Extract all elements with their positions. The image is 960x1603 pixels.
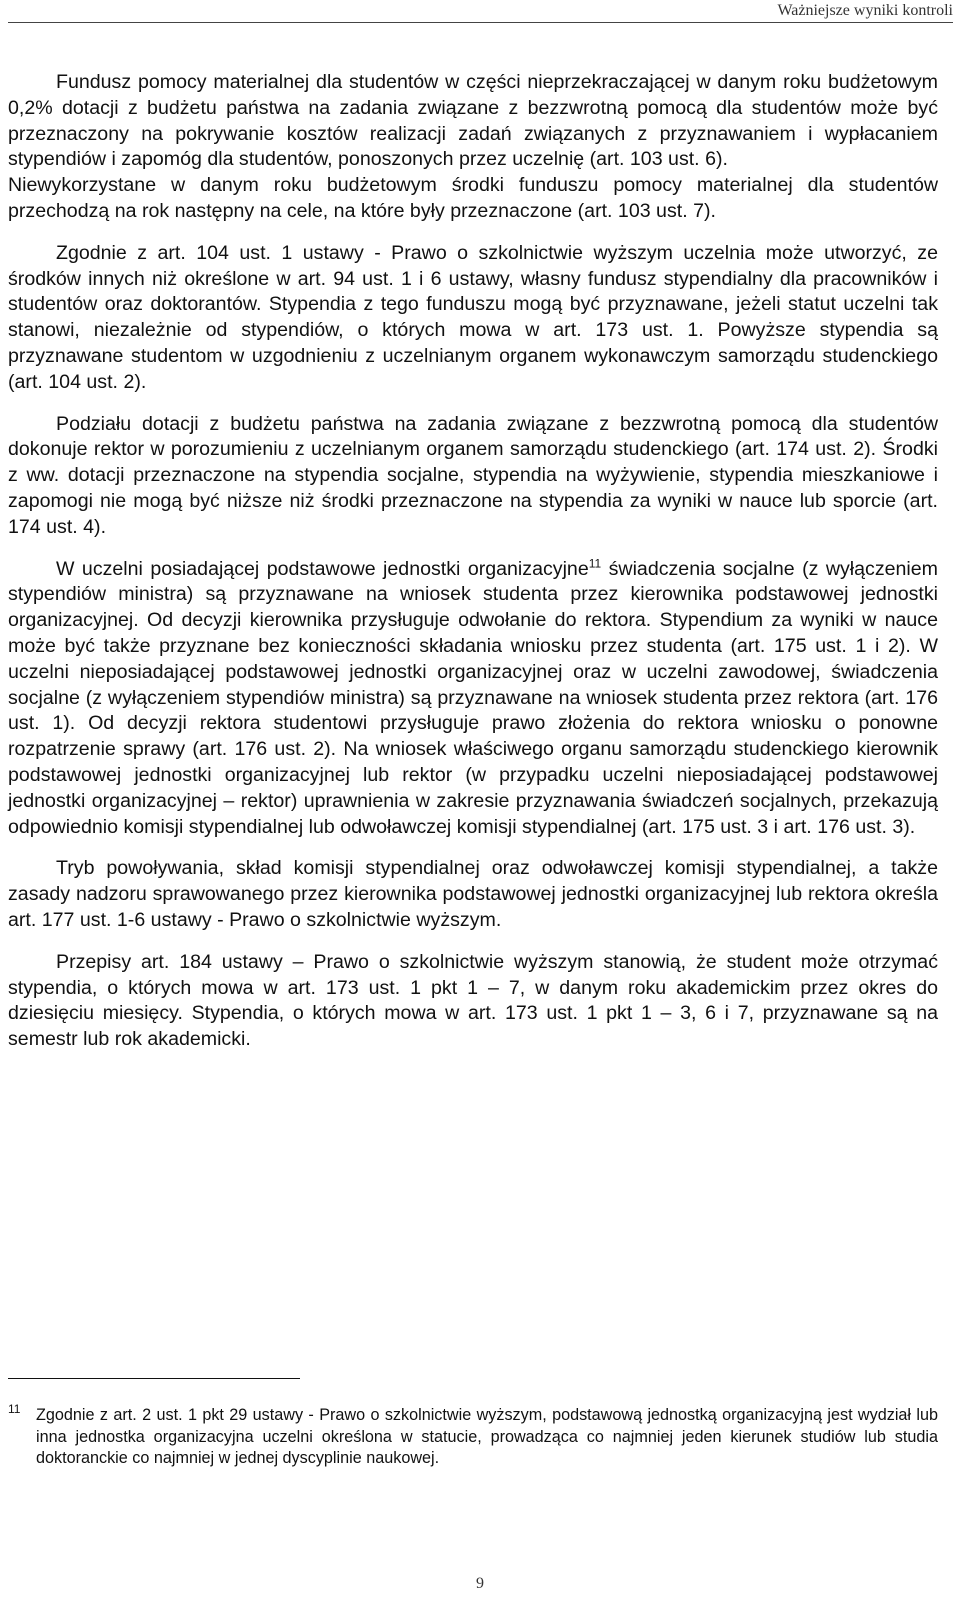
paragraph: Przepisy art. 184 ustawy – Prawo o szkolnictwie wyższym stanowią, że student może otrzymać stypendia, o których mowa w art. 173 ust. 1 pkt 1 – 7, w danym roku akademickim przez okres do dziesięciu miesięcy. Stypendia, o których mowa w art. 173 ust. 1 pkt 1 – 3, 6 i 7, przyznawane są na semestr lub rok akademicki.	[8, 950, 938, 1051]
footnote	[8, 1402, 938, 1470]
paragraph: Tryb powoływania, skład komisji stypendialnej oraz odwoławczej komisji stypendialnej, a także zasady nadzoru sprawowanego przez kierownika podstawowej jednostki organizacyjnej lub rektora określa art. 177 ust. 1-6 ustawy - Prawo o szkolnictwie wyższym.	[8, 857, 938, 931]
paragraph-text-rest: świadczenia socjalne (z wyłączeniem stypendiów ministra) są przyznawane na wniosek studenta przez kierownika podstawowej jednostki organizacyjnej. Od decyzji kierownika przysługuje odwołanie do rektora. Stypendium za wyniki w nauce może być także przyznane bez konieczności składania wniosku przez studenta (art. 175 ust. 1 i 2). W uczelni nieposiadającej podstawowej jednostki organizacyjnej oraz w uczelni zawodowej, świadczenia socjalne (z wyłączeniem stypendiów ministra) są przyznawane na wniosek studenta przez rektora (art. 176 ust. 1). Od decyzji rektora studentowi przysługuje prawo złożenia do rektora wniosku o ponowne rozpatrzenie sprawy (art. 176 ust. 2). Na wniosek właściwego organu samorządu studenckiego kierownik podstawowej jednostki organizacyjnej lub rektor (w przypadku uczelni nieposiadającej podstawowej jednostki organizacyjnej – rektor) uprawnienia w zakresie przyznawania świadczeń socjalnych, przekazują odpowiednio komisji stypendialnej lub odwoławczej komisji stypendialnej (art. 175 ust. 3 i art. 176 ust. 3).	[8, 557, 938, 838]
paragraph	[8, 173, 938, 225]
footnote-text: Zgodnie z art. 2 ust. 1 pkt 29 ustawy - Prawo o szkolnictwie wyższym, podstawową jednostką organizacyjną jest wydział lub inna jednostka organizacyjna uczelni określona w statucie, prowadząca co najmniej jeden kierunek studiów lub studia doktoranckie co najmniej w jednej dyscyplinie naukowej.	[36, 1406, 938, 1467]
running-header	[8, 0, 953, 23]
footnote-reference[interactable]: 11	[588, 556, 602, 571]
page-number: 9	[476, 1575, 484, 1592]
footnote-marker: 11	[8, 1402, 21, 1416]
paragraph: Zgodnie z art. 104 ust. 1 ustawy - Prawo o szkolnictwie wyższym uczelnia może utworzyć, ze środków innych niż określone w art. 94 ust. 1 i 6 ustawy, własny fundusz stypendialny dla pracowników i studentów oraz doktorantów. Stypendia z tego funduszu mogą być przyznawane, jeżeli statut uczelni tak stanowi, niezależnie od stypendiów, o których mowa w art. 173 ust. 1. Powyższe stypendia są przyznawane studentom w uzgodnieniu z uczelnianym organem wykonawczym samorządu studenckiego (art. 104 ust. 2).	[8, 241, 938, 393]
paragraph-text-start: W uczelni posiadającej podstawowe jednostki organizacyjne	[56, 557, 589, 580]
paragraph	[8, 557, 938, 841]
paragraph: Fundusz pomocy materialnej dla studentów w części nieprzekraczającej w danym roku budżetowym 0,2% dotacji z budżetu państwa na zadania związane z bezzwrotną pomocą dla studentów może być przeznaczony na pokrywanie kosztów realizacji zadań związanych z przyznawaniem i wypłacaniem stypendiów i zapomóg dla studentów, ponoszonych przez uczelnię (art. 103 ust. 6).	[8, 71, 938, 171]
main-text	[8, 70, 938, 1069]
footnote-separator	[8, 1378, 300, 1379]
paragraph-text: Niewykorzystane w danym roku budżetowym środki funduszu pomocy materialnej dla studentów przechodzą na rok następny na cele, na które były przeznaczone (art. 103 ust. 7).	[8, 174, 938, 222]
header-title: Ważniejsze wyniki kontroli	[777, 2, 953, 19]
paragraph: Podziału dotacji z budżetu państwa na zadania związane z bezzwrotną pomocą dla studentów dokonuje rektor w porozumieniu z uczelnianym organem samorządu studenckiego (art. 174 ust. 2). Środki z ww. dotacji przeznaczone na stypendia socjalne, stypendia na wyżywienie, stypendia mieszkaniowe i zapomogi nie mogą być niższe niż środki przeznaczone na stypendia za wyniki w nauce lub sporcie (art. 174 ust. 4).	[8, 412, 938, 538]
